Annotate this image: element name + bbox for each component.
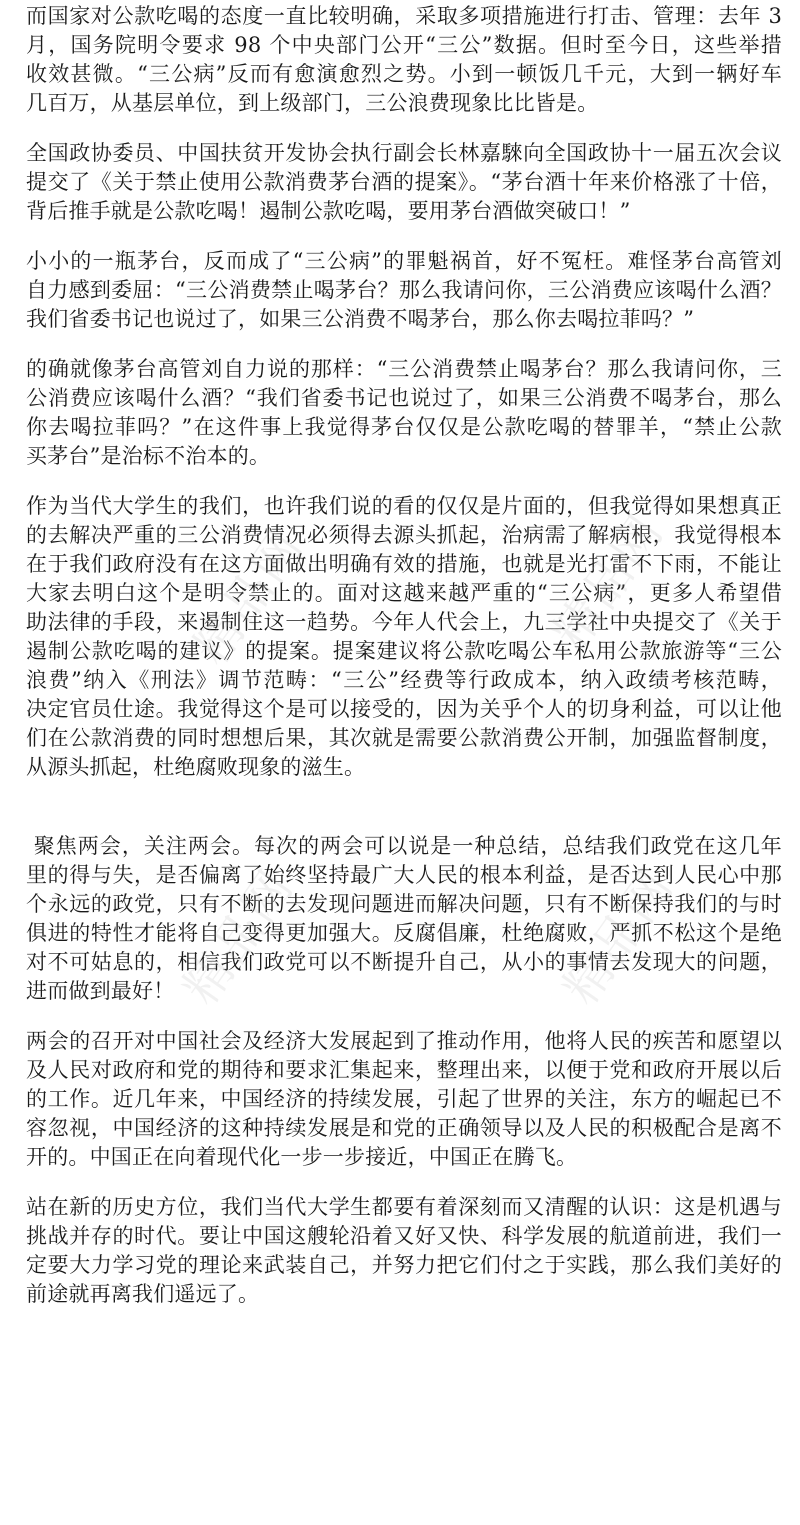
text-line: 自力感到委屈：“三公消费禁止喝茅台？那么我请问你，三公消费应该喝什么酒？: [26, 278, 782, 302]
text-line: 定要大力学习党的理论来武装自己，并努力把它们付之于实践，那么我们美好的: [26, 1253, 782, 1277]
text-line: 开的。中国正在向着现代化一步一步接近，中国正在腾飞。: [26, 1145, 578, 1169]
text-line: 我们省委书记也说过了，如果三公消费不喝茅台，那么你去喝拉菲吗？”: [26, 307, 695, 331]
text-line: 小小的一瓶茅台，反而成了“三公病”的罪魁祸首，好不冤枉。难怪茅台高管刘: [26, 249, 782, 273]
text-line: 聚焦两会，关注两会。每次的两会可以说是一种总结，总结我们政党在这几年: [26, 834, 782, 858]
document-page: [26, 2, 782, 1309]
text-line: 月，国务院明令要求 98 个中央部门公开“三公”数据。但时至今日，这些举措: [26, 33, 782, 57]
paragraph-7: [26, 1027, 782, 1172]
text-line: 助法律的手段，来遏制住这一趋势。今年人代会上，九三学社中央提交了《关于: [26, 610, 782, 634]
text-line: 决定官员仕途。我觉得这个是可以接受的，因为关乎个人的切身利益，可以让他: [26, 697, 782, 721]
text-line: 遏制公款吃喝的建议》的提案。提案建议将公款吃喝公车私用公款旅游等“三公: [26, 639, 782, 663]
text-line: 几百万，从基层单位，到上级部门，三公浪费现象比比皆是。: [26, 91, 599, 115]
text-line: 站在新的历史方位，我们当代大学生都要有着深刻而又清醒的认识：这是机遇与: [26, 1195, 782, 1219]
text-line: 的去解决严重的三公消费情况必须得去源头抓起，治病需了解病根，我觉得根本: [26, 523, 782, 547]
text-line: 的确就像茅台高管刘自力说的那样：“三公消费禁止喝茅台？那么我请问你，三: [26, 357, 782, 381]
text-line: 在于我们政府没有在这方面做出明确有效的措施，也就是光打雷不下雨，不能让: [26, 552, 782, 576]
paragraph-spacer: [26, 782, 782, 832]
watermark: 精品网: [172, 859, 305, 1015]
text-line: 大家去明白这个是明令禁止的。面对这越来越严重的“三公病”，更多人希望借: [26, 581, 782, 605]
paragraph-8: [26, 1193, 782, 1309]
text-line: 们在公款消费的同时想想后果，其次就是需要公款消费公开制，加强监督制度，: [26, 726, 782, 750]
text-line: 提交了《关于禁止使用公款消费茅台酒的提案》。“茅台酒十年来价格涨了十倍，: [26, 170, 782, 194]
text-line: 公消费应该喝什么酒？“我们省委书记也说过了，如果三公消费不喝茅台，那么: [26, 386, 782, 410]
text-line: 收效甚微。“三公病”反而有愈演愈烈之势。小到一顿饭几千元，大到一辆好车: [26, 62, 782, 86]
text-line: 你去喝拉菲吗？”在这件事上我觉得茅台仅仅是公款吃喝的替罪羊，“禁止公款: [26, 415, 782, 439]
text-line: 俱进的特性才能将自己变得更加强大。反腐倡廉，杜绝腐败，严抓不松这个是绝: [26, 921, 782, 945]
paragraph-spacer: [26, 118, 782, 139]
paragraph-spacer: [26, 334, 782, 355]
watermark: 精品网: [542, 504, 675, 660]
text-line: 而国家对公款吃喝的态度一直比较明确，采取多项措施进行打击、管理：去年 3: [26, 4, 782, 28]
paragraph-1: [26, 2, 782, 118]
paragraph-5: [26, 492, 782, 782]
paragraph-3: [26, 247, 782, 334]
paragraph-spacer: [26, 1172, 782, 1193]
paragraph-spacer: [26, 226, 782, 247]
text-line: 里的得与失，是否偏离了始终坚持最广大人民的根本利益，是否达到人民心中那: [26, 863, 782, 887]
text-line: 的工作。近几年来，中国经济的持续发展，引起了世界的关注，东方的崛起已不: [26, 1087, 782, 1111]
watermark: 精品网: [182, 519, 315, 675]
text-line: 背后推手就是公款吃喝！遏制公款吃喝，要用茅台酒做突破口！”: [26, 199, 631, 223]
paragraph-2: [26, 139, 782, 226]
text-line: 两会的召开对中国社会及经济大发展起到了推动作用，他将人民的疾苦和愿望以: [26, 1029, 782, 1053]
watermark: 精品网: [552, 859, 685, 1015]
paragraph-4: [26, 355, 782, 471]
text-line: 容忽视，中国经济的这种持续发展是和党的正确领导以及人民的积极配合是离不: [26, 1116, 782, 1140]
paragraph-spacer: [26, 1006, 782, 1027]
text-line: 对不可姑息的，相信我们政党可以不断提升自己，从小的事情去发现大的问题，: [26, 950, 782, 974]
text-line: 浪费”纳入《刑法》调节范畴：“三公”经费等行政成本，纳入政绩考核范畴，: [26, 668, 782, 692]
text-line: 买茅台”是治标不治本的。: [26, 444, 271, 468]
paragraph-spacer: [26, 471, 782, 492]
text-line: 作为当代大学生的我们，也许我们说的看的仅仅是片面的，但我觉得如果想真正: [26, 494, 782, 518]
text-line: 挑战并存的时代。要让中国这艘轮沿着又好又快、科学发展的航道前进，我们一: [26, 1224, 782, 1248]
text-line: 前途就再离我们遥远了。: [26, 1282, 260, 1306]
text-line: 进而做到最好！: [26, 979, 175, 1003]
text-line: 及人民对政府和党的期待和要求汇集起来，整理出来，以便于党和政府开展以后: [26, 1058, 782, 1082]
text-line: 从源头抓起，杜绝腐败现象的滋生。: [26, 755, 366, 779]
text-line: 全国政协委员、中国扶贫开发协会执行副会长林嘉騋向全国政协十一届五次会议: [26, 141, 782, 165]
paragraph-6: [26, 832, 782, 1006]
text-line: 个永远的政党，只有不断的去发现问题进而解决问题，只有不断保持我们的与时: [26, 892, 782, 916]
